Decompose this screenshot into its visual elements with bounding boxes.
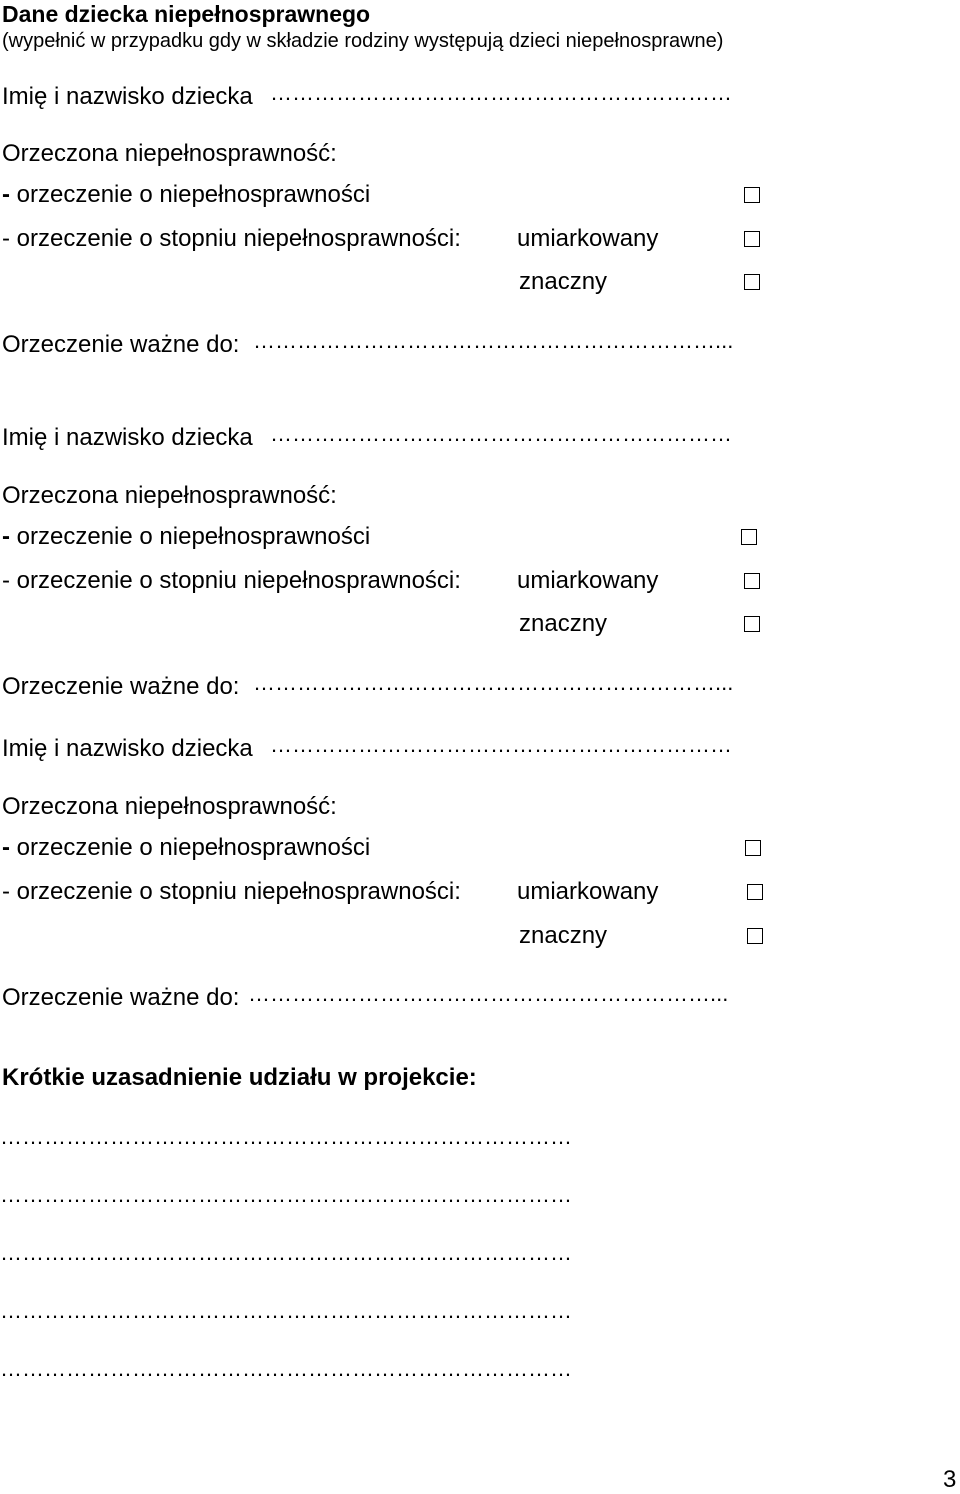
valid-until-field[interactable]: ………………………………………………………... xyxy=(253,328,734,353)
degree-moderate-label: umiarkowany xyxy=(517,567,659,594)
child-name-field[interactable]: ……………………………………………………… xyxy=(270,80,732,105)
child-name-field[interactable]: ……………………………………………………… xyxy=(270,732,732,757)
child-name-label: Imię i nazwisko dziecka xyxy=(2,735,253,762)
option-disability-certificate xyxy=(2,834,370,862)
valid-until-label: Orzeczenie ważne do: xyxy=(2,331,240,358)
valid-until-label: Orzeczenie ważne do: xyxy=(2,984,240,1011)
option-disability-certificate xyxy=(2,181,370,209)
option-label: orzeczenie o niepełnosprawności xyxy=(10,834,371,861)
option-degree-label: - orzeczenie o stopniu niepełnosprawności: xyxy=(2,567,461,594)
page-number: 3 xyxy=(943,1466,957,1493)
justification-line[interactable]: …………………………………………………………………… xyxy=(0,1356,572,1381)
option-degree-label: - orzeczenie o stopniu niepełnosprawności: xyxy=(2,878,461,905)
degree-significant-label: znaczny xyxy=(519,922,608,949)
valid-until-label: Orzeczenie ważne do: xyxy=(2,673,240,700)
justification-line[interactable]: …………………………………………………………………… xyxy=(0,1124,572,1149)
checkbox-disability-certificate[interactable] xyxy=(741,529,757,545)
disability-label: Orzeczona niepełnosprawność: xyxy=(2,140,337,167)
checkbox-moderate[interactable] xyxy=(744,231,760,247)
justification-line[interactable]: …………………………………………………………………… xyxy=(0,1240,572,1265)
child-name-label: Imię i nazwisko dziecka xyxy=(2,424,253,451)
justification-label: Krótkie uzasadnienie udziału w projekcie: xyxy=(2,1064,477,1091)
form-subtitle: (wypełnić w przypadku gdy w składzie rodziny występują dzieci niepełnosprawne) xyxy=(2,30,724,52)
child-name-field[interactable]: ……………………………………………………… xyxy=(270,421,732,446)
option-dash: - xyxy=(2,181,10,208)
checkbox-moderate[interactable] xyxy=(744,573,760,589)
checkbox-significant[interactable] xyxy=(744,616,760,632)
checkbox-moderate[interactable] xyxy=(747,884,763,900)
justification-line[interactable]: …………………………………………………………………… xyxy=(0,1182,572,1207)
child-name-label: Imię i nazwisko dziecka xyxy=(2,83,253,110)
option-disability-certificate xyxy=(2,523,370,551)
checkbox-significant[interactable] xyxy=(744,274,760,290)
checkbox-significant[interactable] xyxy=(747,928,763,944)
option-dash: - xyxy=(2,834,10,861)
option-label: orzeczenie o niepełnosprawności xyxy=(10,181,371,208)
valid-until-field[interactable]: ………………………………………………………... xyxy=(248,981,729,1006)
disability-label: Orzeczona niepełnosprawność: xyxy=(2,793,337,820)
degree-moderate-label: umiarkowany xyxy=(517,878,659,905)
valid-until-field[interactable]: ………………………………………………………... xyxy=(253,670,734,695)
disability-label: Orzeczona niepełnosprawność: xyxy=(2,482,337,509)
degree-significant-label: znaczny xyxy=(519,268,608,295)
degree-significant-label: znaczny xyxy=(519,610,608,637)
degree-moderate-label: umiarkowany xyxy=(517,225,659,252)
option-label: orzeczenie o niepełnosprawności xyxy=(10,523,371,550)
option-dash: - xyxy=(2,523,10,550)
checkbox-disability-certificate[interactable] xyxy=(744,187,760,203)
justification-line[interactable]: …………………………………………………………………… xyxy=(0,1298,572,1323)
checkbox-disability-certificate[interactable] xyxy=(745,840,761,856)
option-degree-label: - orzeczenie o stopniu niepełnosprawności: xyxy=(2,225,461,252)
form-title: Dane dziecka niepełnosprawnego xyxy=(2,1,371,27)
